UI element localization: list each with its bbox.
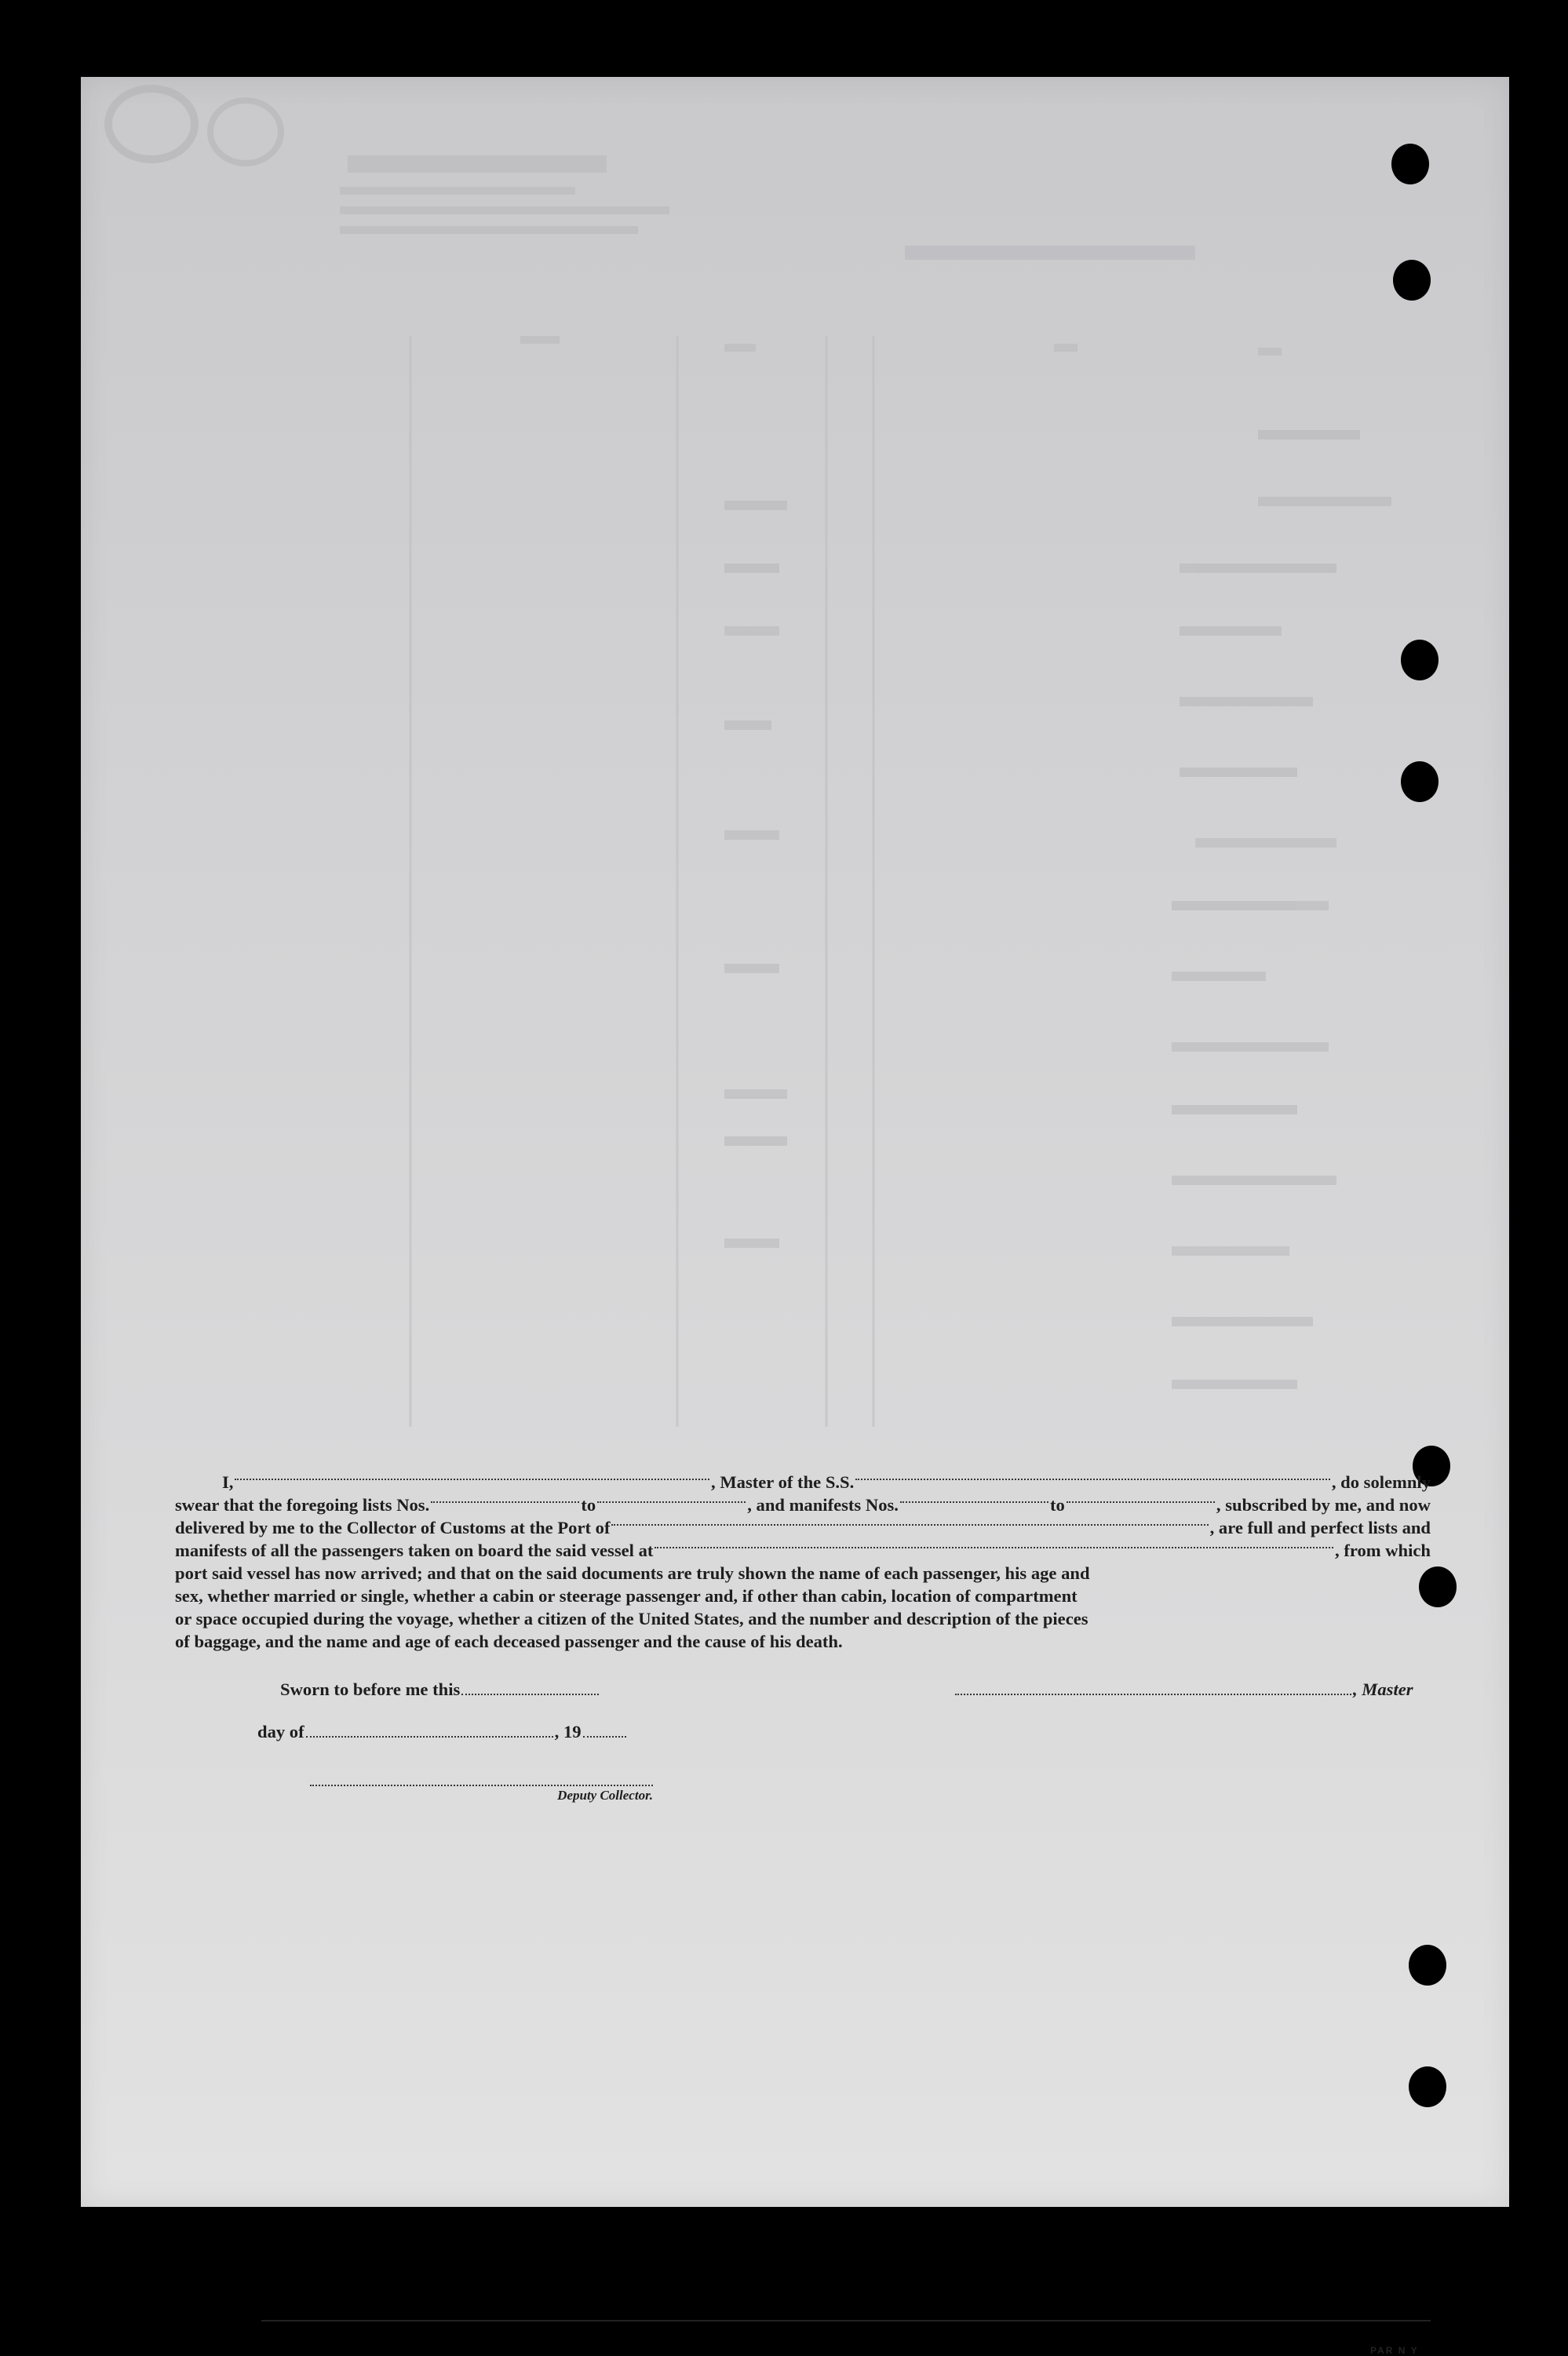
declaration-text: , Master of the S.S. [711, 1472, 855, 1492]
declaration-text: , from which [1335, 1541, 1431, 1560]
blank-field [431, 1493, 579, 1503]
punch-hole [1409, 1945, 1446, 1986]
blank-field [855, 1471, 1330, 1480]
declaration-text: to [581, 1495, 596, 1515]
blank-field [461, 1687, 599, 1695]
blank-field [235, 1471, 709, 1480]
punch-hole [1409, 2066, 1446, 2107]
bleed-through-texture [81, 77, 1509, 2207]
blank-field [583, 1730, 626, 1738]
paper-sheet [81, 77, 1509, 2207]
declaration-line: port said vessel has now arrived; and that on the said documents are truly shown the name of each passenger, his age and [175, 1563, 1090, 1583]
declaration-text: , subscribed by me, and now [1216, 1495, 1431, 1515]
declaration-line: or space occupied during the voyage, whether a citizen of the United States, and the number and description of the pieces [175, 1609, 1088, 1628]
blank-field [900, 1493, 1048, 1503]
blank-field [1067, 1493, 1215, 1503]
punch-hole [1401, 761, 1439, 802]
signature-field [955, 1687, 1351, 1695]
declaration-text: , are full and perfect lists and [1209, 1518, 1431, 1537]
declaration-line [175, 1493, 1431, 1516]
master-label: , Master [1353, 1679, 1413, 1699]
day-label: day of [257, 1722, 304, 1741]
declaration-text: I, [222, 1472, 234, 1492]
declaration-line: sex, whether married or single, whether a cabin or steerage passenger and, if other than cabin, location of compartment [175, 1586, 1078, 1606]
declaration-text: manifests of all the passengers taken on board the said vessel at [175, 1541, 654, 1560]
master-declaration [175, 1471, 1431, 1653]
blank-field [597, 1493, 746, 1503]
blank-field [306, 1730, 553, 1738]
deputy-collector-signature: Deputy Collector. [310, 1785, 653, 1803]
declaration-text: swear that the foregoing lists Nos. [175, 1495, 430, 1515]
date-line [257, 1722, 628, 1742]
sworn-line [280, 1679, 600, 1700]
blank-field [611, 1516, 1208, 1526]
master-signature-line [954, 1679, 1413, 1700]
punch-hole [1401, 640, 1439, 680]
punch-hole [1391, 144, 1429, 184]
declaration-line: of baggage, and the name and age of each deceased passenger and the cause of his death. [175, 1632, 843, 1651]
blank-field [655, 1539, 1333, 1548]
year-label: , 19 [554, 1722, 582, 1741]
declaration-line [175, 1539, 1431, 1562]
form-code: PAR N Y [1370, 2345, 1419, 2356]
declaration-line [175, 1516, 1431, 1539]
declaration-text: , do solemnly [1331, 1472, 1431, 1492]
declaration-text: to [1050, 1495, 1065, 1515]
declaration-line [175, 1471, 1431, 1493]
punch-hole [1393, 260, 1431, 301]
sworn-label: Sworn to before me this [280, 1679, 461, 1699]
declaration-text: , and manifests Nos. [747, 1495, 899, 1515]
horizontal-rule [261, 2320, 1431, 2321]
declaration-text: delivered by me to the Collector of Customs at the Port of [175, 1518, 611, 1537]
